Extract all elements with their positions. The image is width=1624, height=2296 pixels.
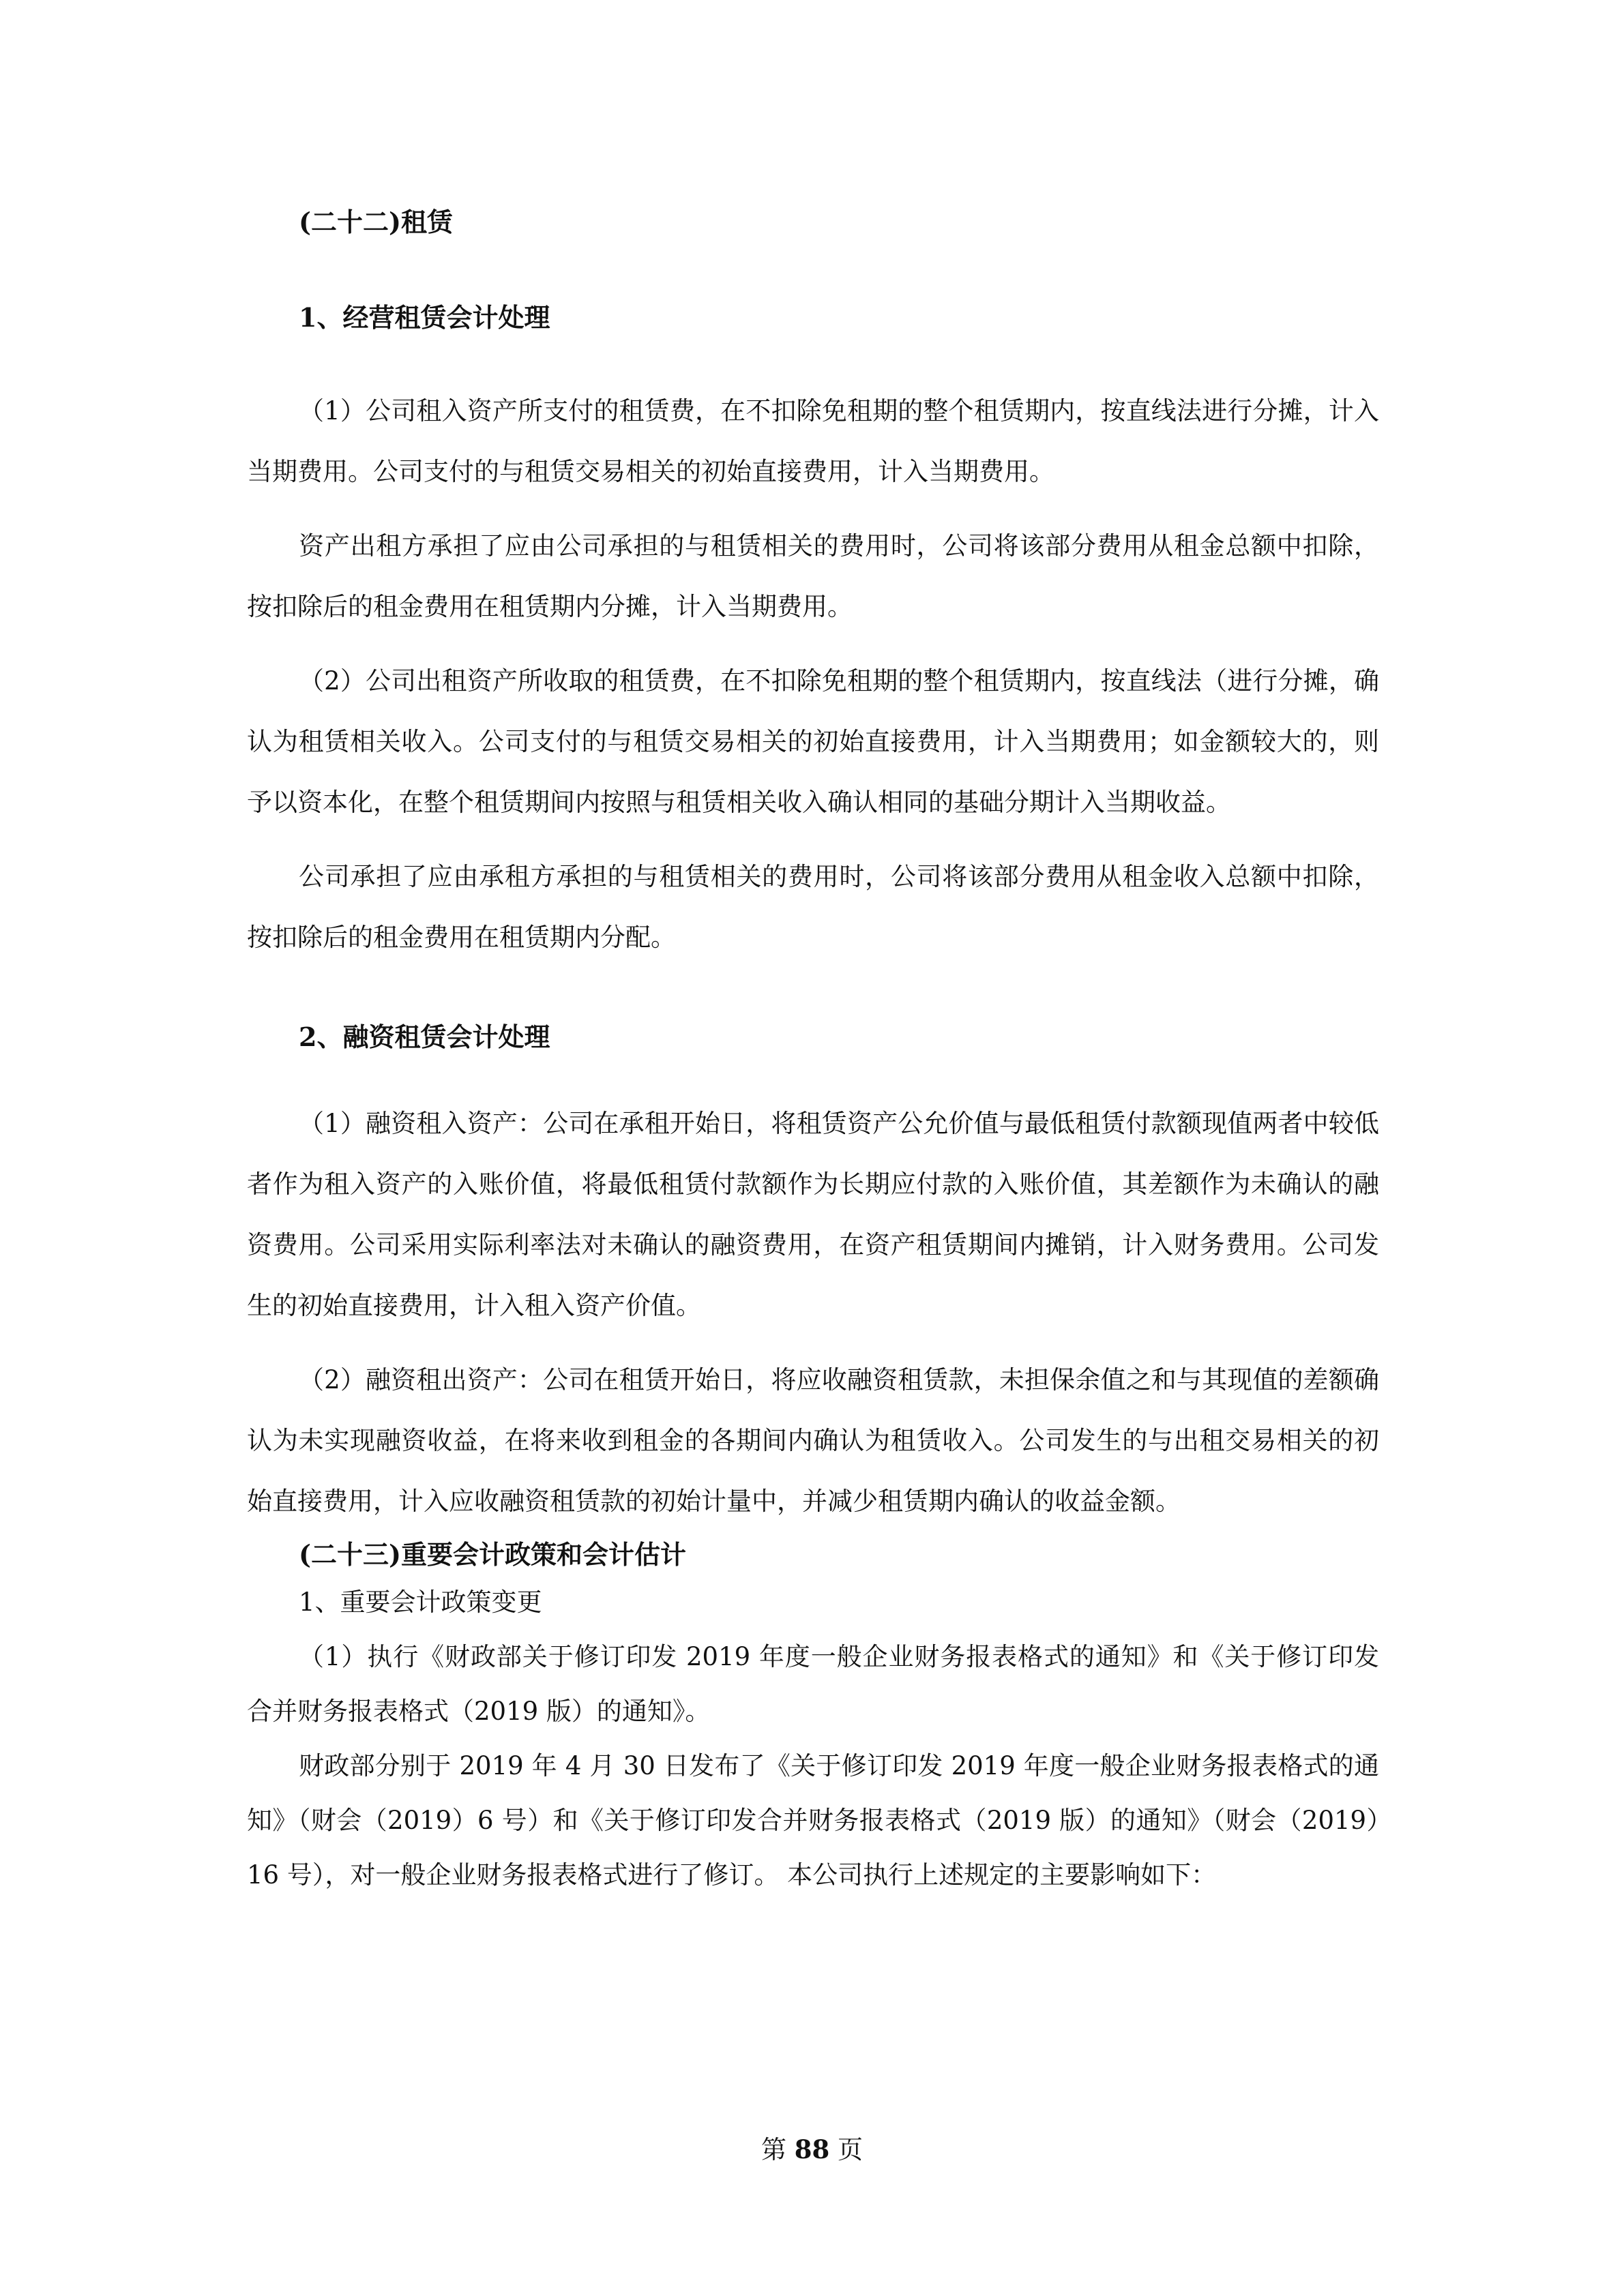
policy-change-paragraph-1: （1）执行《财政部关于修订印发 2019 年度一般企业财务报表格式的通知》和《关于修订印发合并财务报表格式（2019 版）的通知》。 [247,1642,1379,1726]
section-23-heading: (二十三)重要会计政策和会计估计 [299,1539,686,1570]
operating-lease-paragraph-3: （2）公司出租资产所收取的租赁费，在不扣除免租期的整个租赁期内，按直线法（进行分摊，确认为租赁相关收入。公司支付的与租赁交易相关的初始直接费用，计入当期费用；如金额较大的，则予以资本化，在整个租赁期间内按照与租赁相关收入确认相同的基础分期计入当期收益。 [247,666,1379,817]
operating-lease-paragraph-1: （1）公司租入资产所支付的租赁费，在不扣除免租期的整个租赁期内，按直线法进行分摊，计入当期费用。公司支付的与租赁交易相关的初始直接费用，计入当期费用。 [247,396,1379,486]
page-number-prefix: 第 [761,2135,786,2164]
page-footer [0,2133,1624,2166]
section-22-heading: (二十二)租赁 [299,207,453,237]
page-number: 88 [794,2134,830,2164]
finance-lease-paragraph-1: （1）融资租入资产：公司在承租开始日，将租赁资产公允价值与最低租赁付款额现值两者中较低者作为租入资产的入账价值，将最低租赁付款额作为长期应付款的入账价值，其差额作为未确认的融资费用。公司采用实际利率法对未确认的融资费用，在资产租赁期间内摊销，计入财务费用。公司发生的初始直接费用，计入租入资产价值。 [247,1109,1379,1320]
page-content [247,205,1379,1903]
policy-change-paragraph-2: 财政部分别于 2019 年 4 月 30 日发布了《关于修订印发 2019 年度一般企业财务报表格式的通知》（财会（2019）6 号）和《关于修订印发合并财务报表格式（2019 版）的通知》（财会（2019）16 号），对一般企业财务报表格式进行了修订。 本公司执行上述规定的主要影响如下： [247,1751,1379,1890]
finance-lease-paragraph-2: （2）融资租出资产：公司在租赁开始日，将应收融资租赁款，未担保余值之和与其现值的差额确认为未实现融资收益，在将来收到租金的各期间内确认为租赁收入。公司发生的与出租交易相关的初始直接费用，计入应收融资租赁款的初始计量中，并减少租赁期内确认的收益金额。 [247,1365,1379,1516]
operating-lease-paragraph-2: 资产出租方承担了应由公司承担的与租赁相关的费用时，公司将该部分费用从租金总额中扣除，按扣除后的租金费用在租赁期内分摊，计入当期费用。 [247,531,1379,621]
operating-lease-paragraph-4: 公司承担了应由承租方承担的与租赁相关的费用时，公司将该部分费用从租金收入总额中扣除，按扣除后的租金费用在租赁期内分配。 [247,862,1379,952]
operating-lease-heading: 1、经营租赁会计处理 [299,302,550,333]
finance-lease-heading: 2、融资租赁会计处理 [299,1022,550,1052]
policy-change-heading: 1、重要会计政策变更 [299,1587,542,1617]
page-number-suffix: 页 [838,2135,863,2164]
